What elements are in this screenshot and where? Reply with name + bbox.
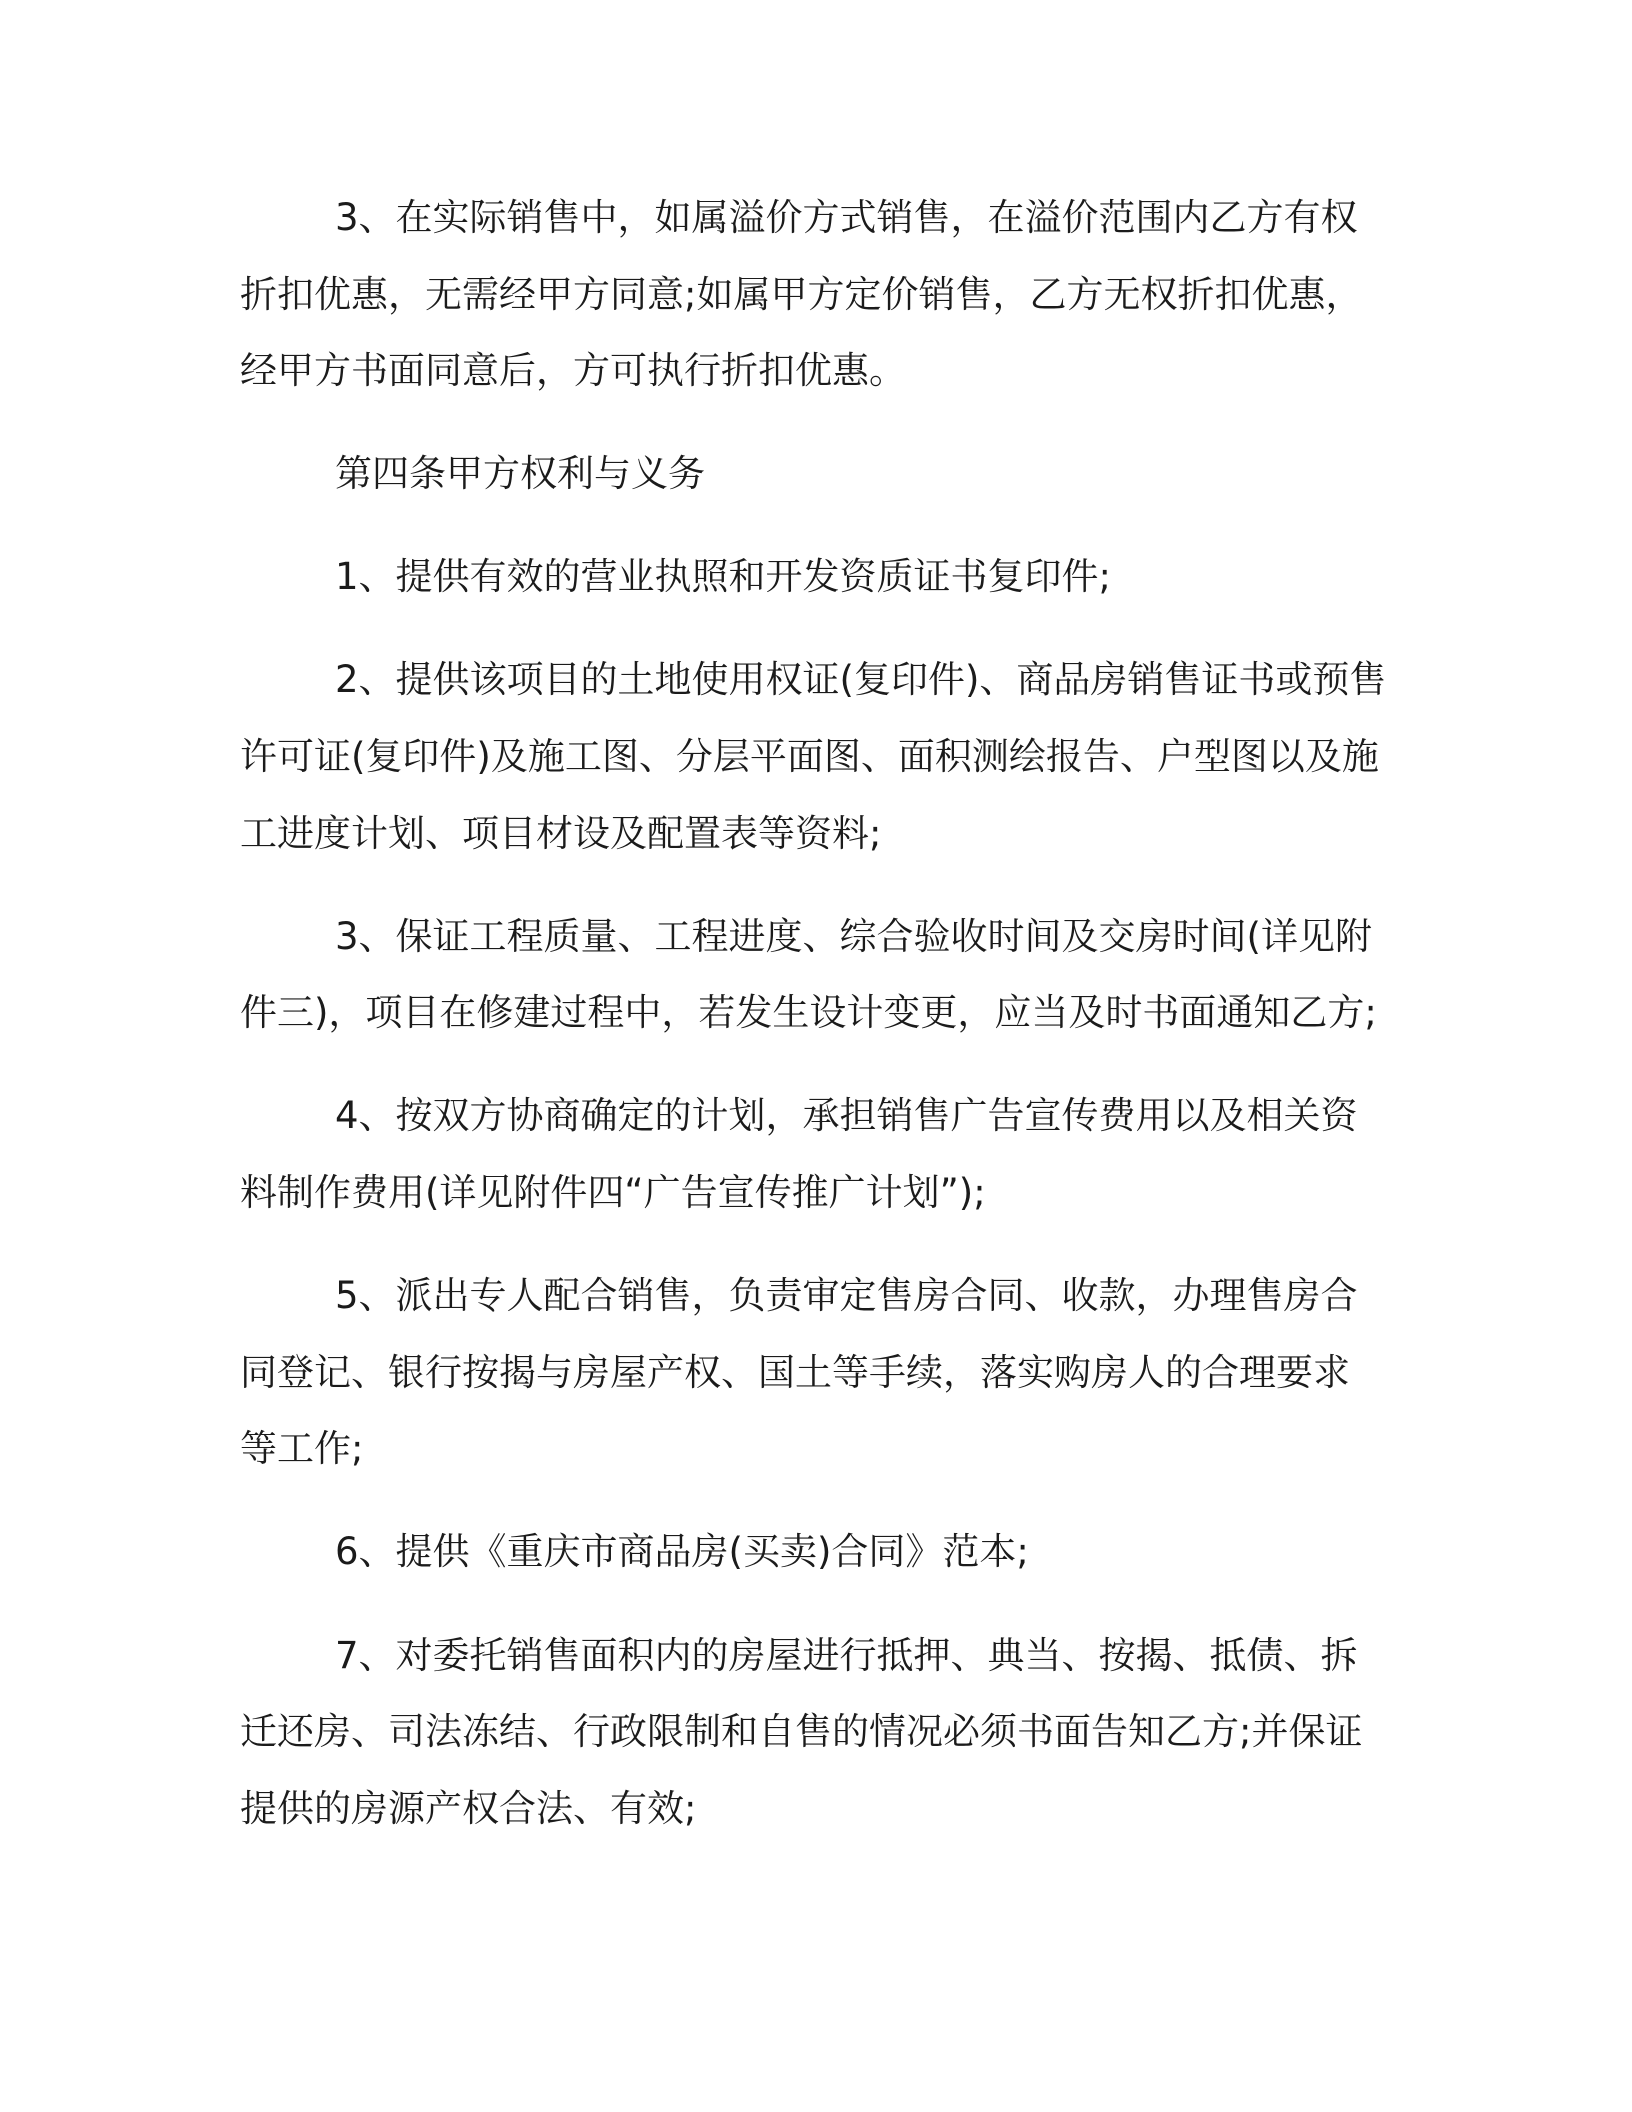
paragraph-line: 1、提供有效的营业执照和开发资质证书复印件;: [335, 555, 1112, 599]
paragraph-line: 7、对委托销售面积内的房屋进行抵押、典当、按揭、抵债、拆: [335, 1633, 1358, 1677]
paragraph-item-6: [240, 1514, 1420, 1591]
paragraph-clause-3-discount: [240, 180, 1420, 410]
paragraph-item-2: [240, 642, 1420, 872]
paragraph-item-1: [240, 539, 1420, 616]
document-body: [240, 180, 1420, 1874]
paragraph-line: 6、提供《重庆市商品房(买卖)合同》范本;: [335, 1530, 1029, 1574]
paragraph-line: 迁还房、司法冻结、行政限制和自售的情况必须书面告知乙方;并保证: [240, 1710, 1363, 1754]
paragraph-line: 3、在实际销售中，如属溢价方式销售，在溢价范围内乙方有权: [335, 196, 1358, 239]
paragraph-line: 5、派出专人配合销售，负责审定售房合同、收款，办理售房合: [335, 1274, 1358, 1318]
paragraph-item-7: [240, 1618, 1420, 1848]
paragraph-item-4: [240, 1078, 1420, 1231]
paragraph-item-3: [240, 899, 1420, 1052]
section-heading-text: 第四条甲方权利与义务: [335, 452, 705, 496]
paragraph-line: 同登记、银行按揭与房屋产权、国土等手续，落实购房人的合理要求: [240, 1350, 1350, 1394]
paragraph-line: 料制作费用(详见附件四“广告宣传推广计划”);: [240, 1171, 986, 1215]
paragraph-line: 3、保证工程质量、工程进度、综合验收时间及交房时间(详见附: [335, 914, 1372, 958]
paragraph-item-5: [240, 1258, 1420, 1488]
paragraph-line: 4、按双方协商确定的计划，承担销售广告宣传费用以及相关资: [335, 1094, 1358, 1138]
paragraph-line: 等工作;: [240, 1427, 364, 1471]
paragraph-line: 件三)，项目在修建过程中，若发生设计变更，应当及时书面通知乙方;: [240, 991, 1377, 1035]
paragraph-line: 提供的房源产权合法、有效;: [240, 1786, 697, 1830]
paragraph-line: 工进度计划、项目材设及配置表等资料;: [240, 811, 882, 855]
paragraph-line: 经甲方书面同意后，方可执行折扣优惠。: [240, 349, 906, 393]
paragraph-line: 2、提供该项目的土地使用权证(复印件)、商品房销售证书或预售: [335, 658, 1387, 702]
paragraph-line: 折扣优惠，无需经甲方同意;如属甲方定价销售，乙方无权折扣优惠，: [240, 272, 1363, 316]
section-heading-article-4: [240, 436, 1420, 513]
paragraph-line: 许可证(复印件)及施工图、分层平面图、面积测绘报告、户型图以及施: [240, 735, 1379, 779]
